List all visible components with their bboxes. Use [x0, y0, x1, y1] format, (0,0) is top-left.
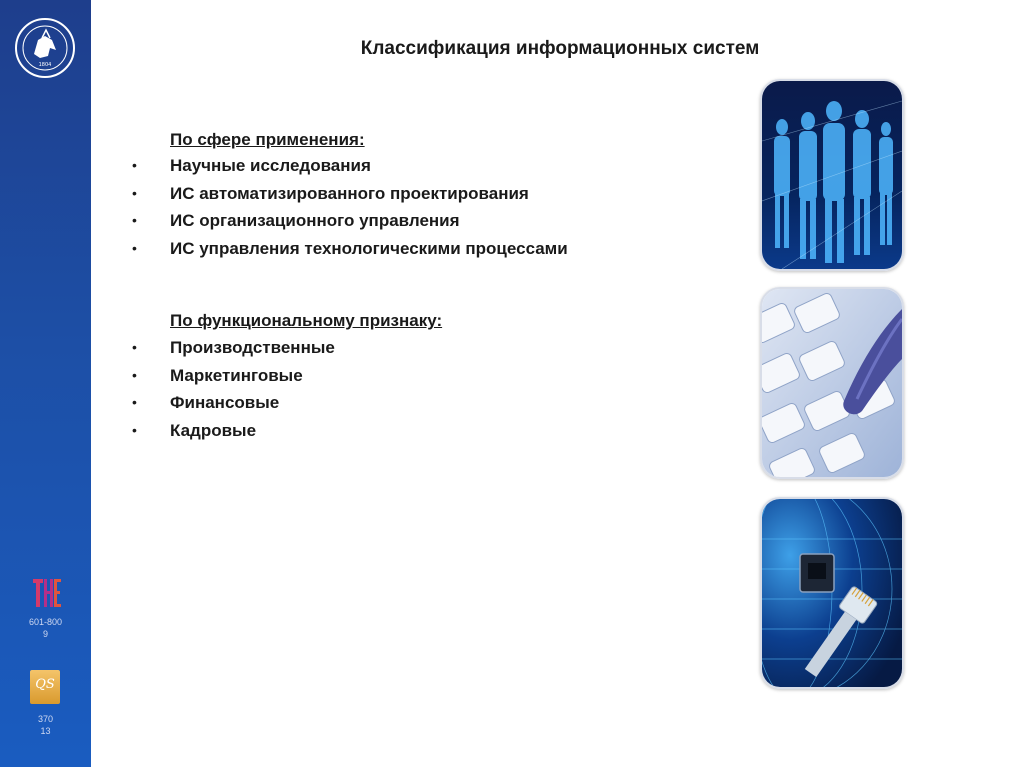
list-item-text: ИС автоматизированного проектирования: [170, 183, 529, 203]
list-item: [130, 152, 568, 180]
bullet: •: [132, 339, 137, 355]
bullet: •: [132, 184, 137, 201]
list-item: [130, 362, 335, 390]
application-list: [130, 152, 568, 262]
bullet: •: [132, 212, 137, 228]
list-item: [130, 417, 335, 445]
list-item-text: Финансовые: [170, 393, 280, 412]
list-item-text: Производственные: [170, 338, 335, 357]
qs-ranking-number: 13: [40, 726, 51, 736]
the-ranking-range: 601-800: [28, 617, 63, 627]
list-item-text: Научные исследования: [170, 156, 371, 175]
list-item: [130, 389, 335, 417]
list-item-text: Кадровые: [170, 420, 257, 440]
bullet: •: [132, 394, 137, 410]
bullet: •: [132, 239, 137, 256]
sidebar: [0, 0, 91, 767]
bullet: •: [132, 366, 137, 383]
list-item-text: Маркетинговые: [170, 365, 303, 385]
slide-title: Классификация информационных систем: [360, 38, 760, 59]
qs-ranking-position: 370: [37, 714, 54, 724]
network-cable-image: [760, 497, 904, 689]
the-ranking-badge: [31, 577, 61, 611]
list-item-text: ИС организационного управления: [170, 211, 460, 230]
list-item: [130, 235, 568, 263]
qs-ranking-badge: [30, 670, 60, 704]
list-item: [130, 334, 335, 362]
bullet: •: [132, 157, 137, 173]
digital-people-image: [760, 79, 904, 271]
qs-ranking: [0, 713, 91, 737]
keyboard-finger-image: [760, 287, 904, 479]
qs-badge-label: QS: [35, 677, 55, 692]
section-heading-functional: По функциональному признаку:: [170, 311, 443, 330]
functional-list: [130, 334, 335, 444]
list-item-text: ИС управления технологическими процессами: [170, 238, 568, 258]
the-ranking: [0, 616, 91, 640]
logo-year: 1804: [38, 62, 52, 68]
university-logo: [12, 8, 78, 90]
section-heading-application: По сфере применения:: [170, 130, 365, 149]
list-item: [130, 180, 568, 208]
bullet: •: [132, 421, 137, 438]
the-ranking-number: 9: [42, 629, 48, 639]
list-item: [130, 207, 568, 235]
